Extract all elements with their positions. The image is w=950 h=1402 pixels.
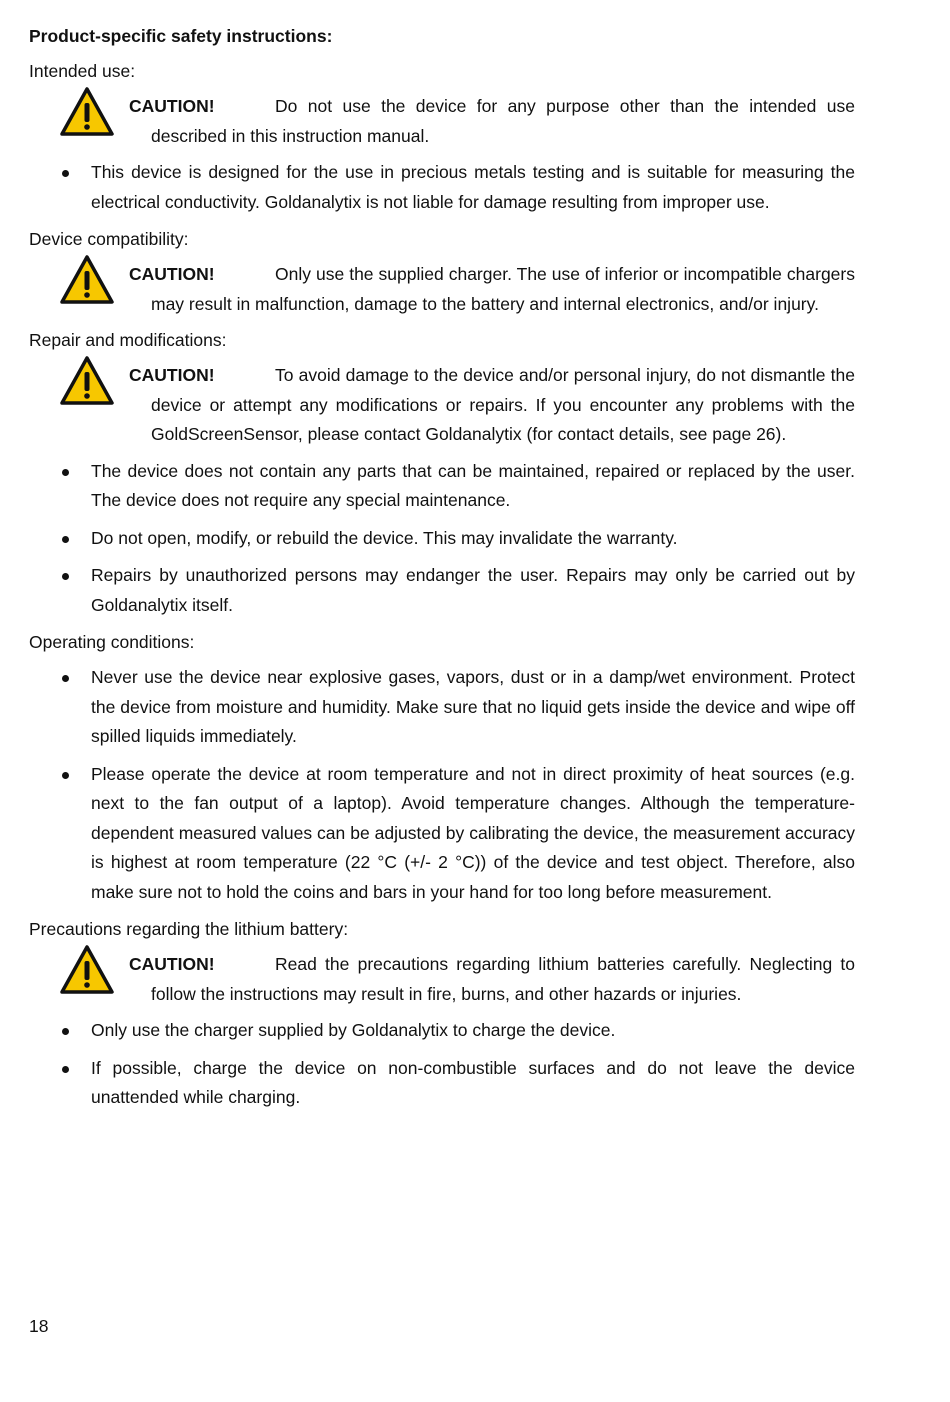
caution-label: CAUTION! [129, 96, 215, 116]
caution-block-intended-use [29, 92, 855, 151]
bullet-list-battery [29, 1016, 855, 1113]
bullet-icon [62, 675, 69, 682]
section-heading-intended-use: Intended use: [29, 61, 136, 81]
caution-text: Only use the supplied charger. The use of inferior or incompatible chargers may result in malfunction, damage to the battery and internal electronics, and/or injury. [151, 264, 855, 314]
list-item: This device is designed for the use in precious metals testing and is suitable for measuring the electrical conductivity. Goldanalytix is not liable for damage resulting from improper use. [29, 158, 855, 217]
caution-label: CAUTION! [129, 264, 215, 284]
section-heading-operating-conditions: Operating conditions: [29, 632, 195, 652]
list-item: Do not open, modify, or rebuild the device. This may invalidate the warranty. [29, 524, 855, 554]
section-heading-device-compatibility: Device compatibility: [29, 229, 189, 249]
list-item: The device does not contain any parts that can be maintained, repaired or replaced by the user. The device does not require any special maintenance. [29, 457, 855, 516]
bullet-icon [62, 573, 69, 580]
list-item: Never use the device near explosive gases, vapors, dust or in a damp/wet environment. Protect the device from moisture and humidity. Make sure that no liquid gets inside the device and wipe off spilled liquids immediately. [29, 663, 855, 752]
caution-text: Do not use the device for any purpose other than the intended use described in this instruction manual. [151, 96, 855, 146]
section-heading-repair: Repair and modifications: [29, 330, 227, 350]
warning-triangle-icon [59, 944, 115, 996]
bullet-icon [62, 772, 69, 779]
list-item: Repairs by unauthorized persons may endanger the user. Repairs may only be carried out by Goldanalytix itself. [29, 561, 855, 620]
bullet-icon [62, 1066, 69, 1073]
bullet-icon [62, 536, 69, 543]
bullet-icon [62, 469, 69, 476]
list-item: If possible, charge the device on non-combustible surfaces and do not leave the device unattended while charging. [29, 1054, 855, 1113]
bullet-list-operating [29, 663, 855, 907]
caution-label: CAUTION! [129, 365, 215, 385]
list-item: Please operate the device at room temperature and not in direct proximity of heat sources (e.g. next to the fan output of a laptop). Avoid temperature changes. Although the temperature-dependent measured values can be adjusted by calibrating the device, the measurement accuracy is highest at room temperature (22 °C (+/- 2 °C)) of the device and test object. Therefore, also make sure not to hold the coins and bars in your hand for too long before measurement. [29, 760, 855, 908]
caution-block-device-compatibility [29, 260, 855, 319]
warning-triangle-icon [59, 86, 115, 138]
bullet-list-repair [29, 457, 855, 621]
page-title: Product-specific safety instructions: [29, 26, 333, 46]
warning-triangle-icon [59, 254, 115, 306]
warning-triangle-icon [59, 355, 115, 407]
bullet-icon [62, 1028, 69, 1035]
document-page [29, 22, 855, 1121]
caution-label: CAUTION! [129, 954, 215, 974]
list-item: Only use the charger supplied by Goldanalytix to charge the device. [29, 1016, 855, 1046]
caution-text: Read the precautions regarding lithium batteries carefully. Neglecting to follow the instructions may result in fire, burns, and other hazards or injuries. [151, 954, 855, 1004]
bullet-icon [62, 170, 69, 177]
caution-block-repair [29, 361, 855, 450]
page-number: 18 [29, 1316, 49, 1336]
caution-block-battery [29, 950, 855, 1009]
section-heading-battery: Precautions regarding the lithium battery: [29, 919, 349, 939]
bullet-list-intended-use [29, 158, 855, 217]
caution-text: To avoid damage to the device and/or personal injury, do not dismantle the device or attempt any modifications or repairs. If you encounter any problems with the GoldScreenSensor, please contact Goldanalytix (for contact details, see page 26). [151, 365, 855, 444]
